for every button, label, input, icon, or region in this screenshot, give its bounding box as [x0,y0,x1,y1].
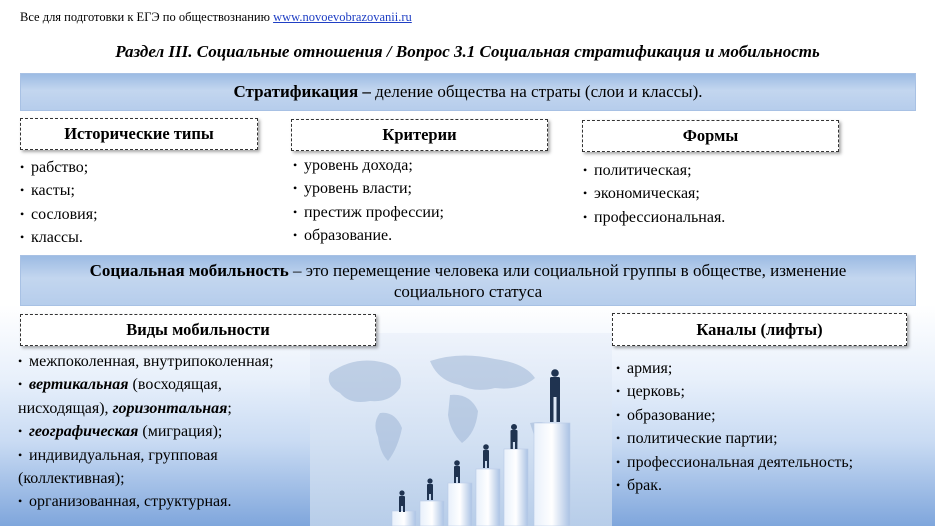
list-item: • экономическая; [583,182,725,205]
mobility-type-text: (миграция); [138,423,223,441]
list-item: • профессиональная деятельность; [616,451,853,474]
list-item: • престиж профессии; [293,201,444,224]
mobility-type-text: (восходящая, [128,376,222,394]
site-link[interactable]: www.novoevobrazovanii.ru [273,10,412,24]
criteria-list [293,154,444,248]
list-item: • уровень дохода; [293,154,444,177]
list-item: • политическая; [583,159,725,182]
list-item [18,444,338,467]
channels-title: Каналы (лифты) [696,320,823,339]
mobility-type-text: нисходящая), [18,399,113,417]
forms-list [583,159,725,229]
stratification-term: Стратификация – [233,82,371,101]
channels-list [616,357,853,497]
mobility-type-text: межпоколенная, внутрипоколенная; [29,353,274,370]
mobility-types-list [18,350,338,514]
mobility-types-title: Виды мобильности [126,320,270,339]
criteria-header [291,119,548,151]
mobility-type-text: ; [227,399,232,417]
mobility-definition-line2: социального статуса [393,282,543,301]
criteria-title: Критерии [382,125,457,144]
list-item: • политические партии; [616,427,853,450]
list-item: • сословия; [20,203,98,226]
list-continuation [18,397,338,420]
mobility-term: Социальная мобильность [89,261,289,280]
list-item [18,350,338,373]
mobility-types-header [20,314,376,346]
historical-types-title: Исторические типы [64,124,214,143]
historical-types-list [20,156,98,250]
header-line [20,10,412,25]
stairs-people-image [310,333,612,526]
list-item: • классы. [20,226,98,249]
list-continuation: (коллективная); [18,470,125,488]
list-item [18,490,338,513]
list-item [18,373,338,396]
mobility-illustration [310,333,612,526]
list-item: • образование. [293,224,444,247]
list-item: • образование; [616,404,853,427]
stratification-definition: деление общества на страты (слои и классы). [370,82,703,101]
header-text: Все для подготовки к ЕГЭ по обществознанию [20,10,274,24]
list-item: • брак. [616,474,853,497]
list-item: • уровень власти; [293,177,444,200]
stratification-band [20,73,916,111]
mobility-band [20,255,916,306]
section-title: Раздел III. Социальные отношения / Вопрос 3.1 Социальная стратификация и мобильность [115,42,820,61]
channels-header [612,313,907,346]
forms-title: Формы [682,126,739,145]
historical-types-header [20,118,258,150]
mobility-type-emph: вертикальная [29,376,129,394]
mobility-type-emph: географическая [29,423,139,441]
mobility-definition-line1: – это перемещение человека или социальной группы в обществе, изменение [288,261,847,280]
mobility-type-text: индивидуальная, групповая [29,446,218,464]
list-item [18,420,338,443]
mobility-type-emph: горизонтальная [112,399,228,417]
mobility-type-text: организованная, структурная. [29,493,232,511]
list-item: • рабство; [20,156,98,179]
forms-header [582,120,839,152]
list-item: • церковь; [616,380,853,403]
list-item: • касты; [20,179,98,202]
list-item: • профессиональная. [583,206,725,229]
list-item: • армия; [616,357,853,380]
